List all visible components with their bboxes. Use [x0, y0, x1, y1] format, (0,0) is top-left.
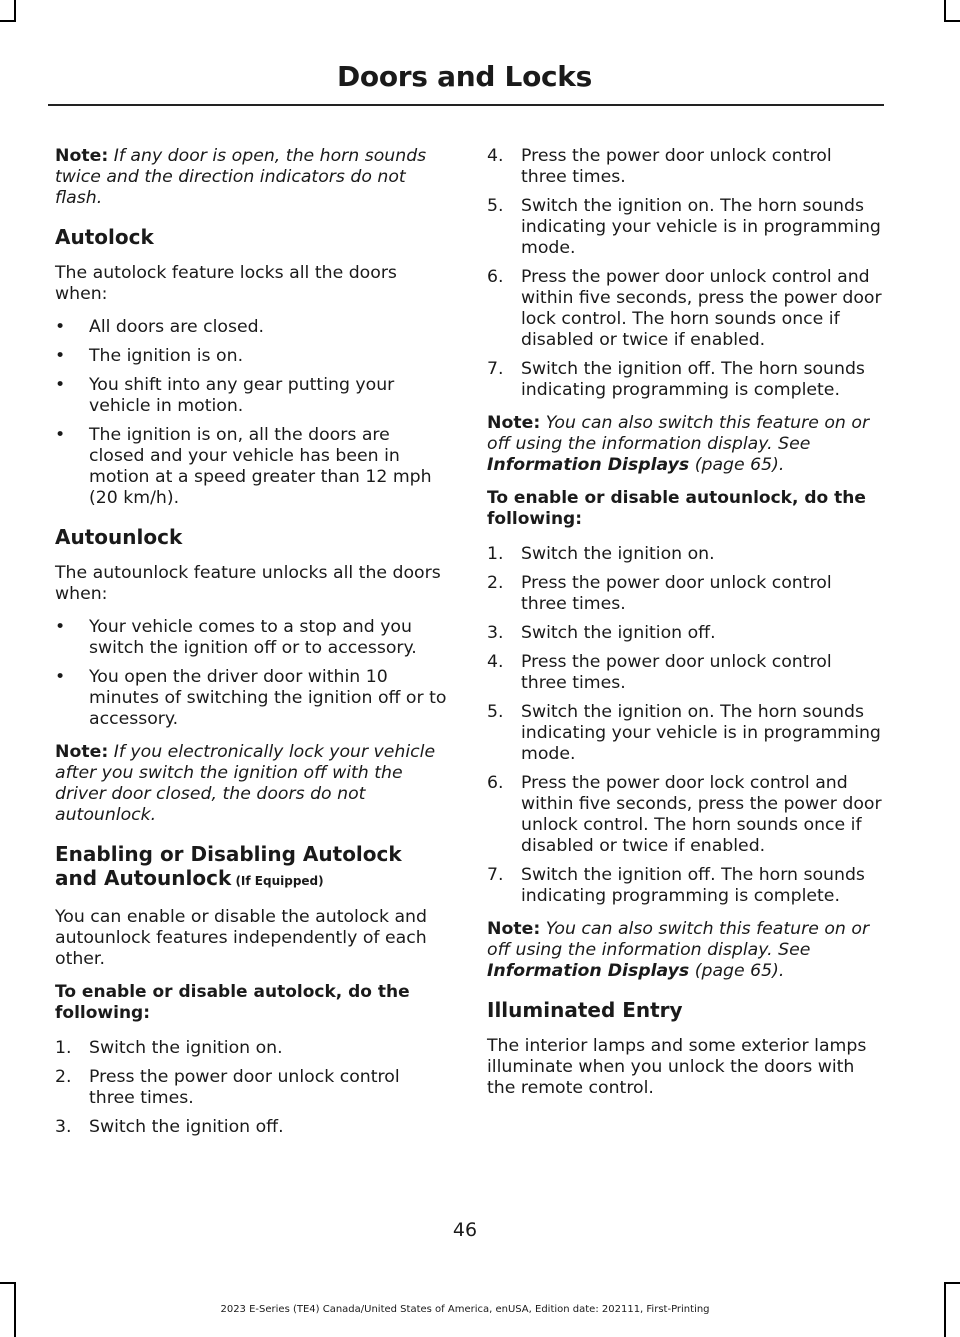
list-item: 4. Press the power door unlock control three times. [487, 652, 832, 693]
numbered-list [487, 544, 882, 907]
bullet-list [55, 317, 450, 509]
list-item: 3. Switch the ignition off. [55, 1117, 284, 1137]
right-column [487, 146, 882, 1111]
list-item: 5. Switch the ignition on. The horn sounds indicating your vehicle is in programming mode. [487, 196, 881, 258]
crop-mark [944, 1282, 946, 1337]
list-item: • You open the driver door within 10 minutes of switching the ignition off or to accessory. [55, 667, 447, 729]
list-item: 7. Switch the ignition off. The horn sounds indicating programming is complete. [487, 359, 865, 400]
list-item: • The ignition is on, all the doors are closed and your vehicle has been in motion at a speed greater than 12 mph (20 km/h). [55, 425, 432, 508]
crop-mark [944, 1282, 960, 1284]
note: Note: You can also switch this feature on or off using the information display. See Information Displays (page 65). [487, 413, 870, 475]
footer-text: 2023 E-Series (TE4) Canada/United States of America, enUSA, Edition date: 202111, First-Printing [220, 1304, 710, 1315]
numbered-list [55, 1038, 450, 1138]
numbered-list [487, 146, 882, 401]
paragraph: The interior lamps and some exterior lamps illuminate when you unlock the doors with the remote control. [487, 1036, 867, 1098]
list-item: 6. Press the power door unlock control and within five seconds, press the power door lock control. The horn sounds once if disabled or twice if enabled. [487, 267, 882, 350]
page-title: Doors and Locks [336, 60, 592, 93]
list-item: • Your vehicle comes to a stop and you switch the ignition off or to accessory. [55, 617, 417, 658]
note: Note: You can also switch this feature on or off using the information display. See Information Displays (page 65). [487, 919, 870, 981]
note: Note: If you electronically lock your vehicle after you switch the ignition off with the driver door closed, the doors do not autounlock. [55, 742, 436, 825]
list-item: • The ignition is on. [55, 346, 244, 366]
cross-reference-link[interactable]: Information Displays [487, 455, 690, 475]
bullet-list [55, 617, 450, 730]
paragraph: The autounlock feature unlocks all the doors when: [55, 563, 441, 604]
section-heading-autolock: Autolock [55, 225, 154, 249]
crop-mark [0, 1282, 16, 1284]
header-divider [48, 104, 884, 106]
list-item: 5. Switch the ignition on. The horn sounds indicating your vehicle is in programming mode. [487, 702, 881, 764]
subheading-autounlock: To enable or disable autounlock, do the following: [487, 488, 866, 529]
crop-mark [0, 20, 16, 22]
list-item: 3. Switch the ignition off. [487, 623, 716, 643]
page-number: 46 [452, 1219, 478, 1241]
list-item: 4. Press the power door unlock control three times. [487, 146, 832, 187]
left-column [55, 146, 450, 1150]
list-item: 2. Press the power door unlock control three times. [487, 573, 832, 614]
list-item: 2. Press the power door unlock control three times. [55, 1067, 400, 1108]
section-heading-illuminated-entry: Illuminated Entry [487, 998, 683, 1022]
list-item: 1. Switch the ignition on. [55, 1038, 283, 1058]
section-heading-enabling: Enabling or Disabling Autolock and Autounlock (If Equipped) [55, 842, 402, 890]
subheading-autolock: To enable or disable autolock, do the following: [55, 982, 410, 1023]
list-item: • You shift into any gear putting your vehicle in motion. [55, 375, 395, 416]
section-heading-autounlock: Autounlock [55, 525, 183, 549]
note: Note: If any door is open, the horn sounds twice and the direction indicators do not flash. [55, 146, 427, 208]
list-item: 7. Switch the ignition off. The horn sounds indicating programming is complete. [487, 865, 865, 906]
crop-mark [944, 0, 946, 20]
paragraph: The autolock feature locks all the doors when: [55, 263, 397, 304]
list-item: 6. Press the power door lock control and within five seconds, press the power door unlock control. The horn sounds once if disabled or twice if enabled. [487, 773, 882, 856]
crop-mark [14, 0, 16, 20]
paragraph: You can enable or disable the autolock and autounlock features independently of each other. [55, 907, 427, 969]
cross-reference-link[interactable]: Information Displays [487, 961, 690, 981]
list-item: 1. Switch the ignition on. [487, 544, 715, 564]
list-item: • All doors are closed. [55, 317, 265, 337]
crop-mark [944, 20, 960, 22]
